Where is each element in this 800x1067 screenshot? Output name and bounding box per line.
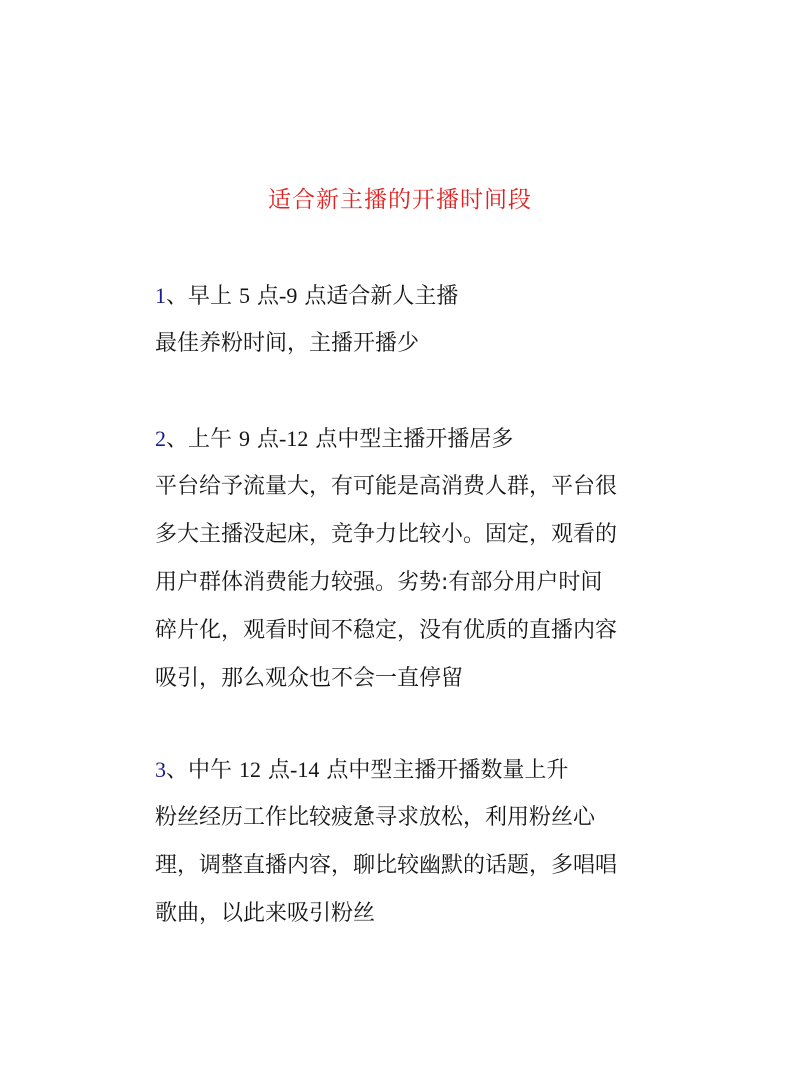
section-number: 1 xyxy=(155,283,166,308)
section-body-line: 理，调整直播内容，聊比较幽默的话题，多唱唱 xyxy=(155,853,618,878)
section-body-line: 碎片化，观看时间不稳定，没有优质的直播内容 xyxy=(155,618,618,643)
section-body-line: 粉丝经历工作比较疲惫寻求放松，利用粉丝心 xyxy=(155,805,596,830)
page-title: 适合新主播的开播时间段 xyxy=(268,187,532,213)
heading-text: 上午 xyxy=(188,427,240,452)
section-number: 2 xyxy=(155,426,166,451)
section-body-line: 歌曲，以此来吸引粉丝 xyxy=(155,901,376,926)
heading-number: 5 xyxy=(239,283,251,308)
heading-text: 点 xyxy=(250,427,280,452)
section-separator: 、 xyxy=(166,284,189,309)
heading-number: -14 xyxy=(290,757,320,782)
heading-number: 12 xyxy=(239,757,262,782)
section-body-line: 用户群体消费能力较强。劣势:有部分用户时间 xyxy=(155,570,603,595)
heading-text: 点 xyxy=(261,758,291,783)
section-body-line: 最佳养粉时间，主播开播少 xyxy=(155,331,420,356)
section-separator: 、 xyxy=(166,427,189,452)
heading-text: 早上 xyxy=(188,284,240,309)
heading-text: 点中型主播开播数量上升 xyxy=(319,758,569,783)
section-heading xyxy=(155,746,655,794)
section-body-line: 多大主播没起床，竞争力比较小。固定，观看的 xyxy=(155,522,618,547)
time-slot-section xyxy=(155,415,655,703)
section-body-line: 吸引，那么观众也不会一直停留 xyxy=(155,666,464,691)
heading-text: 点中型主播开播居多 xyxy=(308,427,514,452)
heading-number: -9 xyxy=(279,283,298,308)
heading-text: 点适合新人主播 xyxy=(297,284,459,309)
section-separator: 、 xyxy=(166,758,189,783)
time-slot-section xyxy=(155,272,655,368)
heading-text: 中午 xyxy=(188,758,240,783)
section-body-line: 平台给予流量大，有可能是高消费人群，平台很 xyxy=(155,474,618,499)
heading-number: 9 xyxy=(239,426,251,451)
heading-text: 点 xyxy=(250,284,280,309)
section-heading xyxy=(155,415,655,463)
heading-number: -12 xyxy=(279,426,309,451)
section-number: 3 xyxy=(155,757,166,782)
section-heading xyxy=(155,272,655,320)
time-slot-section xyxy=(155,746,655,938)
